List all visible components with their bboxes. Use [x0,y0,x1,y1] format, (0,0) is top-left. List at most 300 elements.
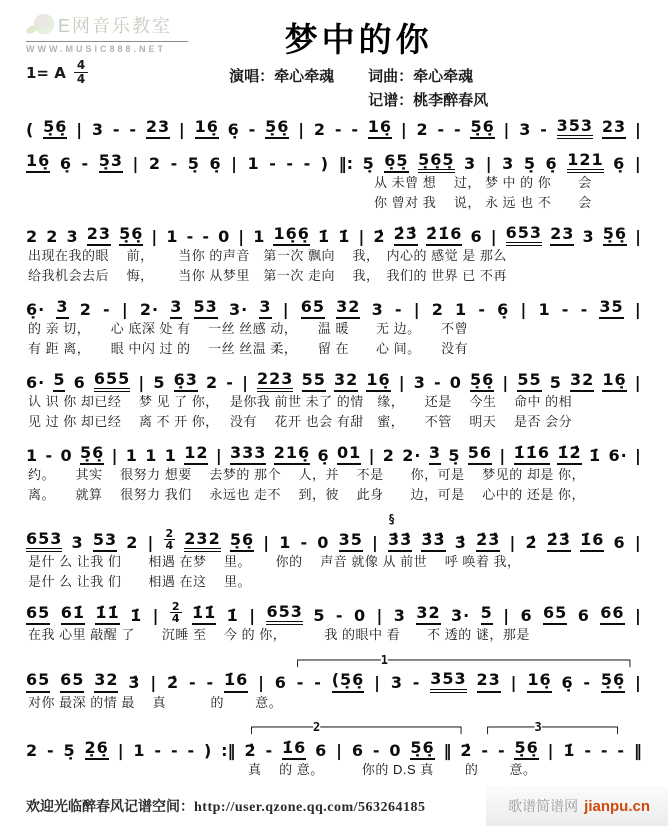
note-token: - [45,445,54,465]
header [26,8,642,108]
note-token: - [334,119,343,139]
score-line [26,600,642,645]
note-token: 2 [416,119,429,139]
note-token: - [300,532,309,552]
barline: | [258,673,265,693]
note-token: 6̣ [613,153,626,173]
note-token: 5̣6̣ [119,225,143,246]
note-token: 3 [66,226,79,246]
note-token: - [372,740,381,760]
note-token: 55 [302,371,326,392]
note-token: 653 [26,530,62,552]
barline: | [249,605,257,625]
note-token: 1 [133,740,146,760]
note-token: 5̣6̣ [43,118,67,139]
note-token: - [394,299,403,319]
note-token: ‖: [338,153,354,173]
note-token: - [265,740,274,760]
note-token: 1̇6 [282,739,306,760]
note-token: 2 [46,226,59,246]
site-badge [486,786,668,826]
note-token: 333 [230,444,266,465]
note-token: - [112,119,121,139]
note-token: 5 [481,604,493,625]
annotation-row: ┌────────2───────────────────┐ ┌──────3──────────┐ [248,720,622,734]
note-token: 3 [519,119,532,139]
note-token: 3̇ [454,532,467,552]
note-token: 2· [402,445,422,465]
note-token: 23 [550,225,574,246]
barline: | [121,299,129,319]
note-token: 5̣ [187,153,200,173]
barline: | [376,605,384,625]
score-line [26,294,642,358]
note-token: 56 [468,444,492,465]
note-token: 32 [416,604,440,625]
note-token: 3 [91,119,105,139]
note-token: 3 [56,298,68,319]
note-token: 23 [477,671,501,692]
note-token: 1̇ [130,605,143,625]
note-token: 35 [339,531,363,552]
note-token: 6 [577,605,590,625]
barline: | [374,673,381,693]
note-token: :‖ [221,740,236,760]
note-token: 1 [279,532,292,552]
note-token: 5̣6̣ [410,739,434,760]
note-token: 655 [94,370,130,392]
note-token: 65 [301,298,325,319]
notation-row [26,668,642,693]
barline: | [76,119,84,139]
note-token: - [170,740,179,760]
note-token: 16̣ [366,371,390,392]
note-token: 32 [570,371,594,392]
note-token: 2̇3̇ [547,531,571,552]
lyrics-row: 出现在我的眼 前， 当你 的声音 第一次 飘向 我， 内心的 感觉 是 那么 [28,248,507,263]
note-token: 1̇1̇6 [514,444,550,465]
note-token: 0 [449,372,462,392]
logo-flower-icon [26,14,52,36]
note-token: - [600,740,609,760]
barline: | [509,532,517,552]
note-token: - [170,153,179,173]
note-token: 2 [148,153,162,173]
score-line [26,721,642,780]
barline: | [502,372,510,392]
note-token: - [453,119,462,139]
note-token: 3 [429,444,441,465]
note-token: 1 [538,299,551,319]
barline: | [499,445,507,465]
note-token: 32 [94,671,118,692]
note-token: 2 [313,119,327,139]
barline: | [490,226,498,246]
note-token: - [286,153,295,173]
note-token: - [580,299,589,319]
note-token: 61̇ [61,604,85,625]
footer-note [26,796,426,816]
note-token: 1 [145,445,158,465]
note-token: 3 [502,153,515,173]
note-token: 16̣ [195,118,219,139]
barline: | [263,532,271,552]
note-token: 5̣6̣5̣ [418,151,454,173]
note-token: - [561,299,570,319]
note-token: 2̇ [244,740,257,760]
note-token: 353 [557,117,593,139]
note-token: 65 [543,604,567,625]
note-token: 1 [166,226,179,246]
note-token: 3· [451,605,471,625]
note-token: - [540,119,548,139]
note-token: 1̇6 [224,671,248,692]
note-token: 2 [26,740,39,760]
notation-row [26,148,642,173]
note-token: 6̣ [317,445,330,465]
note-token: - [154,740,163,760]
notation-row [26,221,642,246]
note-token: 35 [599,298,623,319]
note-token: 5 [313,605,326,625]
barline: | [510,673,518,693]
note-token: - [412,673,421,693]
note-token: - [335,605,344,625]
note-token: - [81,153,90,173]
score-line [26,440,642,504]
meter-numerator: 4 [74,59,88,73]
score-line [26,114,642,139]
site-domain-link: jianpu.cn [584,797,650,815]
barline: | [282,299,290,319]
note-token: 2̇3̇ [394,225,418,246]
lyrics-row: 在我 心里 敲醒 了 沉睡 至 今 的 你， 我 的眼中 看 不 透的 谜，那是 [28,627,530,642]
note-token: 3 [413,372,426,392]
score-line [26,513,642,591]
note-token: - [206,673,215,693]
note-token: 23 [602,118,626,139]
note-token: 5̣3 [99,152,123,173]
note-token: 5̣ [523,153,536,173]
note-token: - [296,673,305,693]
note-token: 53 [93,531,117,552]
score-line [26,367,642,431]
note-token: 3 [582,226,595,246]
barline: | [150,673,158,693]
barline: | [178,119,186,139]
barline: | [400,119,408,139]
barline: | [371,532,379,552]
note-token: 6 [520,605,533,625]
note-token: 6̣3 [174,371,198,392]
footer-welcome-text: 欢迎光临醉春风记谱空间： [26,800,194,815]
note-token: ‖ [443,740,452,760]
note-token: - [584,740,592,760]
note-token: 6̣ [227,119,240,139]
barline: | [151,226,159,246]
note-token: 6̣ [561,673,574,693]
barline: | [634,605,642,625]
barline: | [152,605,160,625]
note-token: 223 [257,370,293,392]
note-token: 3 [71,532,84,552]
lyrics-row: 有 距 离， 眼 中闪 过 的 一丝 丝温 柔， 留 在 心 间。 没有 [28,340,469,356]
note-token: 6· [608,445,628,465]
note-token: 3̇3̇ [421,531,445,552]
note-token: 5̣ [63,740,76,760]
note-token: 653 [506,224,542,246]
barline: | [336,740,343,760]
note-token: - [188,673,197,693]
note-token: - [269,153,277,173]
note-token: 5̣6̣ [230,531,254,552]
barline: | [413,299,421,319]
barline: | [398,372,406,392]
note-token: 1̇ [338,226,351,246]
note-token: 2 [126,532,139,552]
barline: | [520,299,528,319]
note-token: 1 [247,153,260,173]
note-token: 1̇1̇ [95,604,119,625]
note-token: 16̣ [26,152,50,173]
notation-row [26,527,642,552]
note-token: 3 [371,299,384,319]
barline: | [298,119,306,139]
note-token: 6̣· [26,299,46,319]
note-token: 2 [26,226,39,246]
note-token: 6̣ [545,153,558,173]
note-token: 2 [431,299,444,319]
note-token: 6̣5̣ [384,152,408,173]
note-token: 653 [266,603,302,625]
note-token: 66 [600,604,624,625]
footer-url: http://user.qzone.qq.com/563264185 [194,800,426,815]
barline: | [503,119,511,139]
note-token: 16̣6̣ [273,225,309,246]
note-token: - [437,119,446,139]
annotation-row: § [388,512,396,526]
note-token: 5 [549,372,562,392]
score-line [26,221,642,285]
note-token: 5̣6̣ [603,225,627,246]
note-token: 6 [274,673,287,693]
note-token: 6 [73,372,86,392]
note-token: (5̣6̣ [332,671,365,692]
note-token: - [303,153,312,173]
note-token: - [617,740,625,760]
note-token: - [583,673,592,693]
note-token: 16̣ [527,671,551,692]
note-token: 2̇ [167,673,180,693]
note-token: 2· [139,299,160,319]
barline: | [547,740,555,760]
note-token: 6 [315,740,328,760]
note-token: ‖ [633,740,642,760]
note-token: 0 [218,226,231,246]
note-token: 5̣6̣ [470,371,494,392]
note-token: 1̇ [563,740,576,760]
notation-row [26,440,642,465]
note-token: - [314,673,322,693]
note-token: 3 [393,605,406,625]
site-name: 歌谱简谱网 [508,798,579,814]
note-token: 0 [317,532,330,552]
note-token: 5 [53,371,65,392]
note-token: 6 [351,740,364,760]
note-token: - [433,372,442,392]
barline: | [111,445,119,465]
barline: | [138,372,146,392]
note-token: 5̣ [448,445,461,465]
singer-credit: 演唱：牵心牵魂 [229,69,335,85]
note-token: 1̇2̇ [557,444,581,465]
note-token: - [226,372,234,392]
note-token: ( [26,119,35,139]
note-token: 2̇ [373,226,386,246]
barline: | [503,605,511,625]
note-token: 12 [184,444,208,465]
note-token: 1̇ [317,226,331,246]
note-token: 5̣6̣ [601,671,625,692]
note-token: 65 [26,671,50,692]
logo-text: E网音乐教室 [58,16,173,36]
note-token: 353 [430,670,466,692]
note-token: 6· [26,372,46,392]
title-block [149,14,569,110]
note-token: 3̇3̇ [388,531,412,552]
lyrics-row: 从 未曾 想 过， 梦 中 的 你 会 [374,175,592,190]
note-token: 3̇ [128,673,141,693]
note-token: 1̇1̇ [192,604,216,625]
footer [26,786,668,826]
note-token: - [103,299,111,319]
note-token: 5̣6̣ [265,118,289,139]
lyrics-row: 真 的 意。 你的 D.S 真 的 意。 [248,762,537,777]
note-token: - [187,740,196,760]
note-token: 1 [164,445,177,465]
score [26,114,642,780]
meter-fraction [74,59,88,86]
note-token: 6̣ [209,153,222,173]
notation-row [26,367,642,392]
note-token: - [478,299,486,319]
note-token: 23 [87,225,111,246]
notation-row [26,735,642,760]
barline: | [634,119,642,139]
composer-credit: 词曲：牵心牵魂 [368,69,474,85]
transcriber-credit: 记谱：桃李醉春风 [368,93,489,109]
barline: | [132,153,140,173]
lyrics-row: 离。 就算 很努力 我们 永远也 走不 到，彼 此身 边，可是 心中的 还是 你， [28,486,586,502]
note-token: 32 [334,371,358,392]
note-token: 216̣ [274,444,310,465]
lyrics-row: 见 过 你 却已经 离 不 开 你， 没有 花开 也会 有甜 蜜， 不管 明天 是否 会分 [28,413,573,429]
lyrics-row: 你 曾对 我 说， 永 远 也 不 会 [374,194,592,210]
note-token: 01 [337,444,361,465]
barline: | [634,372,642,392]
note-token: 55 [517,371,541,392]
note-token: 0 [353,605,367,625]
lyrics-row: 认 识 你 却已经 梦 见 了 你， 是你我 前世 未了 的情 缘， 还是 今生 命中 的相 [28,394,573,409]
note-token: 1 [455,299,468,319]
note-token: 1 [26,445,39,465]
notation-row [26,600,642,625]
note-token: 6 [613,532,626,552]
note-token: 121 [567,151,603,173]
note-token: 2 [206,372,219,392]
barline: | [635,445,642,465]
lyrics-row: 是什 么 让我 们 相遇 在这 里。 [28,573,252,589]
note-token: 16̣ [602,371,626,392]
note-token: 2̇1̇6 [426,225,462,246]
notation-row [26,294,642,319]
score-line [26,654,642,713]
barline: | [215,445,223,465]
barline: | [231,153,238,173]
note-token: 0 [60,445,73,465]
score-line [26,148,642,212]
note-token: 2̇ [460,740,473,760]
note-token: 2̣6̣ [85,739,109,760]
note-token: 2 [79,299,92,319]
credits [149,65,569,110]
note-token: 5̣ [362,153,375,173]
note-token: 1̇6 [580,531,604,552]
note-token: 53 [194,298,218,319]
note-token: 1 [125,445,138,465]
barline: | [635,673,642,693]
note-token: 1 [253,226,266,246]
time-signature: 2 4 [165,526,174,553]
barline: | [635,226,642,246]
note-token: 5̣6̣ [470,118,494,139]
barline: | [634,532,642,552]
note-token: 5̣6̣ [80,444,104,465]
key-label: 1= A [26,63,66,82]
note-token: 6 [470,226,483,246]
note-token: - [351,119,359,139]
lyrics-row: 是什 么 让我 们 相遇 在梦 里。 你的 声音 就像 从 前世 呼 唤着 我， [28,554,521,569]
barline: | [358,226,366,246]
meter-denominator: 4 [76,72,86,87]
note-token: 65 [26,604,50,625]
barline: | [242,372,249,392]
logo-url: WWW.MUSIC888.NET [26,44,167,54]
note-token: - [47,740,55,760]
note-token: ) [203,740,213,760]
barline: | [634,299,642,319]
barline: | [634,153,642,173]
note-token: 2̇3̇ [476,531,500,552]
note-token: - [481,740,490,760]
barline: | [485,153,493,173]
note-token: - [202,226,210,246]
note-token: 2̇ [525,532,538,552]
lyrics-row: 约。 其实 很努力 想要 去梦的 那个 人，并 不是 你，可是 梦见的 却是 你， [28,467,586,482]
note-token: - [248,119,257,139]
note-token: - [497,740,506,760]
note-token: 3 [464,153,477,173]
lyrics-row: 给我机会去后 悔， 当你 从梦里 第一次 走向 我， 我们的 世界 已 不再 [28,267,507,283]
note-token: 23 [146,118,170,139]
note-token: 232 [184,530,220,552]
note-token: 3· [228,299,249,319]
note-token: 5 [153,372,166,392]
barline: | [117,740,125,760]
annotation-row: ┌───────────1─────────────────────────────────┐ [294,652,634,667]
barline: | [238,226,246,246]
barline: | [368,445,376,465]
